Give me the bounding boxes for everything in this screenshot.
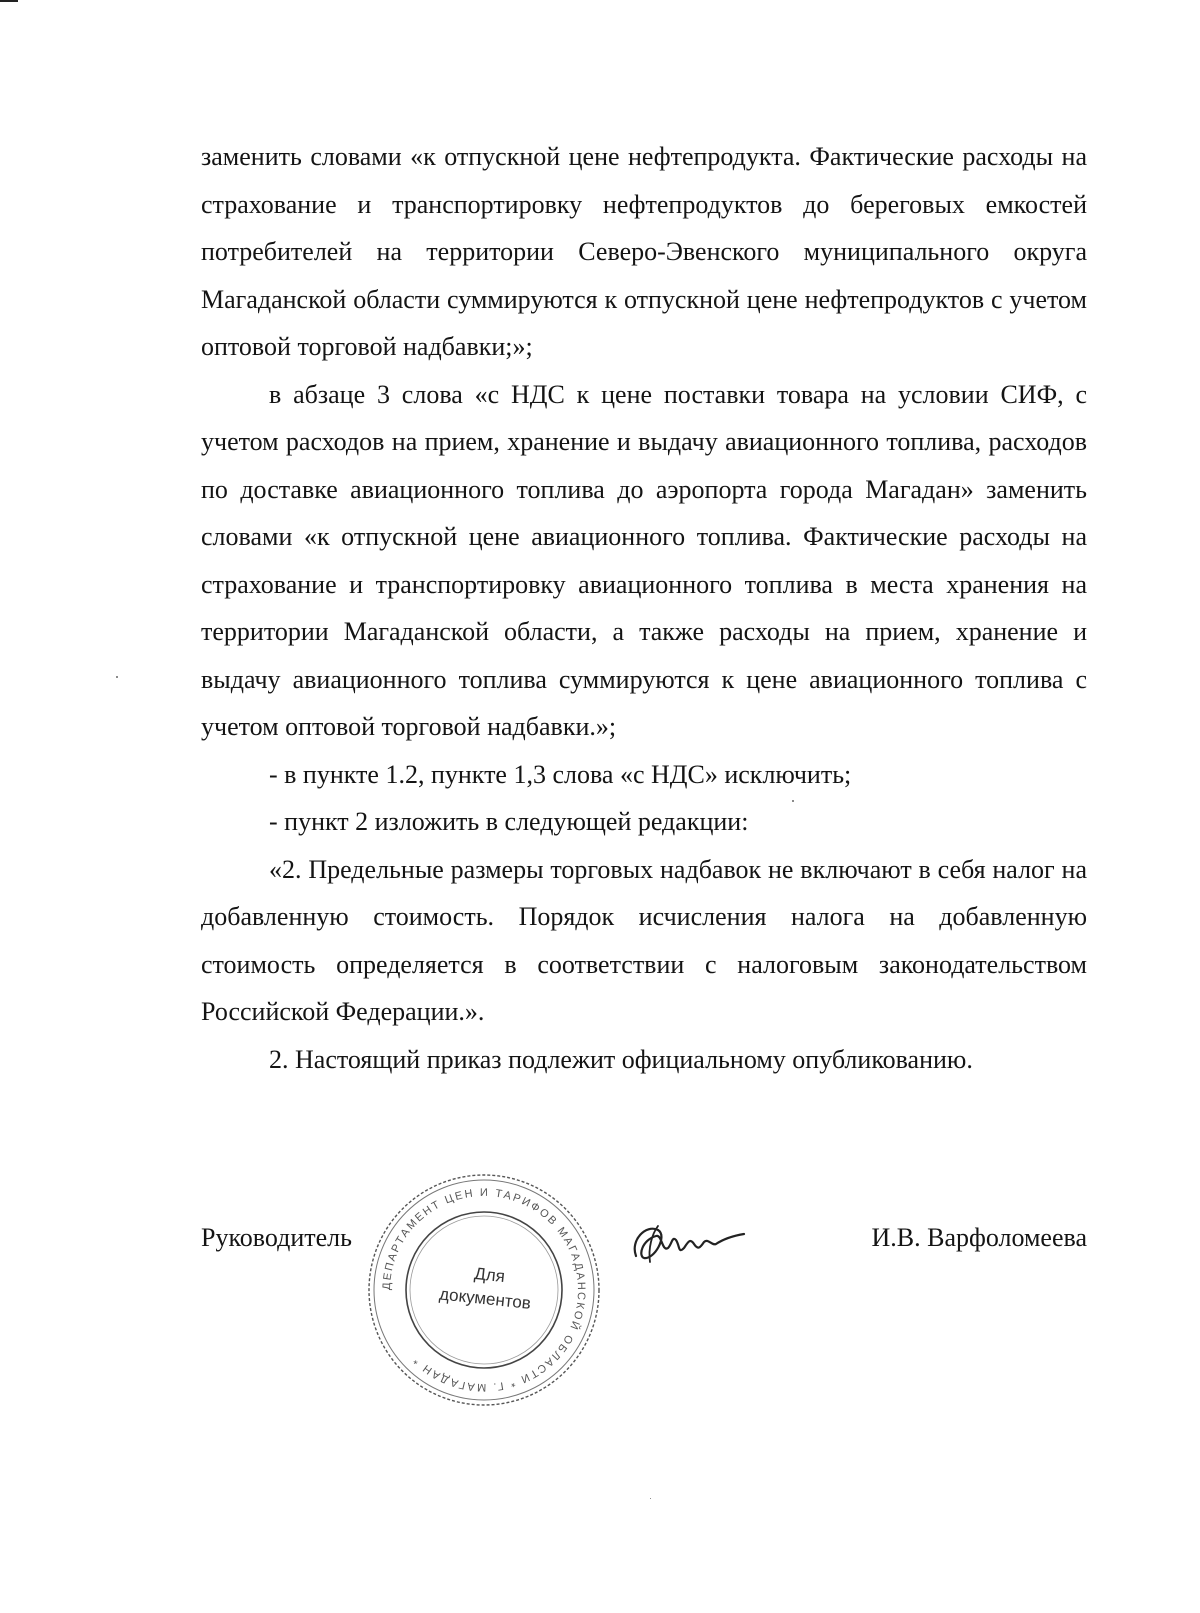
scan-speck — [650, 1498, 651, 1499]
seal-outer-text: ДЕПАРТАМЕНТ ЦЕН И ТАРИФОВ МАГАДАНСКОЙ ОБЛАСТИ * Г. МАГАДАН * — [380, 1186, 588, 1394]
paragraph-5: «2. Предельные размеры торговых надбавок не включают в себя налог на добавленную стоимость. Порядок исчисления налога на добавленную стоимость определяется в соответствии с налоговым законодательством Российской Федерации.». — [201, 854, 1087, 1026]
official-seal — [364, 1170, 604, 1410]
scan-speck — [792, 800, 794, 802]
paragraph-1: заменить словами «к отпускной цене нефтепродукта. Фактические расходы на страхование и транспортировку нефтепродуктов до береговых емкостей потребителей на территории Северо-Эвенского муниципального округа Магаданской области суммируются к отпускной цене нефтепродуктов с учетом оптовой торговой надбавки;»; — [201, 142, 1087, 361]
seal-inner-line-1: Для — [473, 1263, 506, 1287]
paragraph-6: 2. Настоящий приказ подлежит официальному опубликованию. — [269, 1044, 973, 1074]
document-body — [201, 133, 1087, 1083]
seal-inner-line-2: документов — [438, 1284, 532, 1313]
paragraph-4: - пункт 2 изложить в следующей редакции: — [269, 807, 749, 836]
handwritten-signature — [628, 1218, 748, 1278]
scan-speck — [116, 676, 118, 678]
scan-corner-mark — [0, 0, 18, 2]
paragraph-2: в абзаце 3 слова «с НДС к цене поставки товара на условии СИФ, с учетом расходов на прием, хранение и выдачу авиационного топлива, расходов по доставке авиационного топлива до аэропорта города Магадан» заменить словами «к отпускной цене авиационного топлива. Фактические расходы на страхование и транспортировку авиационного топлива в места хранения на территории Магаданской области, а также расходы на прием, хранение и выдачу авиационного топлива суммируются к цене авиационного топлива с учетом оптовой торговой надбавки.»; — [201, 379, 1087, 741]
signatory-name: И.В. Варфоломеева — [871, 1223, 1087, 1252]
signatory-role: Руководитель — [201, 1223, 352, 1252]
paragraph-3: - в пункте 1.2, пункте 1,3 слова «с НДС» исключить; — [269, 759, 852, 789]
